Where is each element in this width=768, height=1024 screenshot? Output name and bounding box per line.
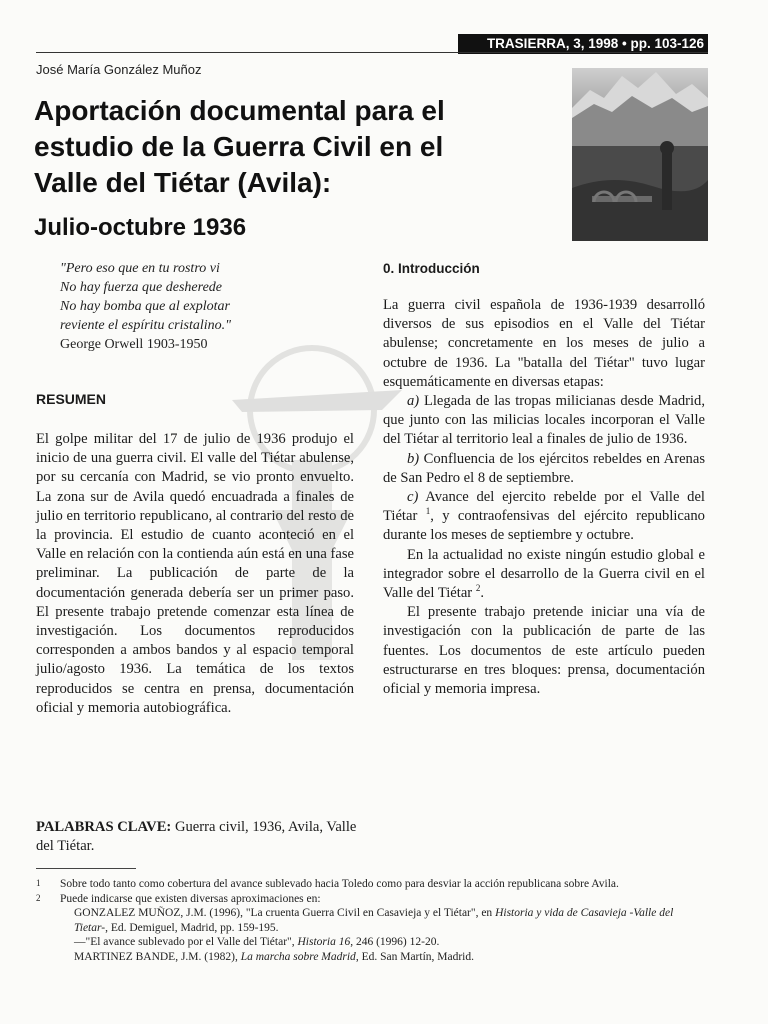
ref-3-title: La marcha sobre Madrid <box>240 950 356 963</box>
intro-heading: 0. Introducción <box>383 261 480 276</box>
footnote-1-number: 1 <box>36 878 41 888</box>
epigraph-attribution: George Orwell 1903-1950 <box>60 337 208 352</box>
footnote-ref-2[interactable]: 2 <box>475 583 481 594</box>
article-title <box>34 93 574 201</box>
epigraph-line: "Pero eso que en tu rostro vi <box>60 261 220 276</box>
epigraph-line: No hay bomba que al explotar <box>60 299 230 314</box>
ref-3-text: MARTINEZ BANDE, J.M. (1982), <box>74 950 241 963</box>
footnotes <box>36 877 708 964</box>
abstract-text: El golpe militar del 17 de julio de 1936 produjo el inicio de una guerra civil. El valle del Tiétar abulense, por su cercanía con Madrid, se vio pronto envuelto. La zona sur de Avila quedó encuadrada a finales de julio en territorio republicano, al contrario del resto de la provincia. El estudio de cuanto aconteció en el Valle en relación con la contienda aún está en una fase preliminar. La publicación de parte de la documentación generada debería ser un primer paso. El presente trabajo pretende comenzar esta línea de investigación. Los documentos reproducidos corresponden a ambos bandos y al espacio temporal julio/agosto 1936. La temática de los textos reproducidos se centra en prensa, documentación oficial y memoria autobiográfica. <box>36 431 354 716</box>
item-b-text: Confluencia de los ejércitos rebeldes en Arenas de San Pedro el 8 de septiembre. <box>383 450 705 486</box>
intro-item-c <box>383 488 705 546</box>
footnote-ref-1[interactable]: 1 <box>425 506 431 517</box>
ref-2-title: Historia 16 <box>297 936 351 948</box>
title-line-3: Valle del Tiétar (Avila): <box>34 167 332 198</box>
intro-paragraph-2 <box>383 546 705 604</box>
item-a-text: Llegada de las tropas milicianas desde Madrid, que junto con las milicias locales incorporan el Valle del Tiétar al territorio leal a finales de julio de 1936. <box>383 393 705 448</box>
intro-p2-end: . <box>480 585 484 602</box>
ref-1-text: GONZALEZ MUÑOZ, J.M. (1996), "La cruenta Guerra Civil en Casavieja y el Tiétar", en <box>74 907 496 919</box>
footnote-2-intro: Puede indicarse que existen diversas aproximaciones en: <box>60 892 321 905</box>
intro-item-a <box>383 392 705 450</box>
intro-item-b <box>383 450 705 488</box>
abstract-heading: RESUMEN <box>36 391 107 407</box>
epigraph-line: reviente el espíritu cristalino." <box>60 318 231 333</box>
item-b-label: b) <box>407 450 420 467</box>
keywords <box>36 818 366 856</box>
ref-3-pub: , Ed. San Martín, Madrid. <box>355 950 474 963</box>
footnote-reference <box>60 906 708 935</box>
footnote-2 <box>36 892 708 965</box>
item-c-text: Avance del ejercito rebelde por el Valle del Tiétar <box>383 489 705 525</box>
ref-2-pub: , 246 (1996) 12-20. <box>350 936 440 948</box>
intro-body <box>383 296 705 699</box>
intro-paragraph-1: La guerra civil española de 1936-1939 desarrolló diversos de sus episodios en el Valle del Tiétar abulense; concretamente en los meses de julio a octubre de 1936. La "batalla del Tiétar" tuvo lugar esquemáticamente en diversas etapas: <box>383 297 705 390</box>
title-line-2: estudio de la Guerra Civil en el <box>34 131 444 162</box>
item-a-label: a) <box>407 393 420 410</box>
ref-2-text: —"El avance sublevado por el Valle del Tiétar", <box>74 936 298 948</box>
footnote-rule <box>36 868 136 869</box>
footnote-reference <box>60 950 708 965</box>
ref-1-title: Historia y vida de Casavieja -Valle del Tietar- <box>74 907 674 934</box>
journal-citation-bar: TRASIERRA, 3, 1998 • pp. 103-126 <box>458 34 708 54</box>
keywords-label: PALABRAS CLAVE: <box>36 819 172 835</box>
epigraph-quote <box>60 259 360 354</box>
author-name: José María González Muñoz <box>36 62 202 77</box>
keywords-text: Guerra civil, 1936, Avila, Valle del Tiétar. <box>36 819 357 855</box>
item-c-text-end: , y contraofensivas del ejército republicano durante los meses de septiembre y octubre. <box>383 508 705 544</box>
title-line-1: Aportación documental para el <box>34 95 445 126</box>
item-c-label: c) <box>407 489 419 506</box>
article-subtitle: Julio-octubre 1936 <box>34 214 247 241</box>
footnote-1 <box>36 877 708 892</box>
ref-1-pub: , Ed. Demiguel, Madrid, pp. 159-195. <box>105 921 279 934</box>
intro-paragraph-3: El presente trabajo pretende iniciar una vía de investigación con la publicación de parte de las fuentes. Los documentos de este artículo pueden estructurarse en tres bloques: prensa, documentación oficial y memoria impresa. <box>383 604 705 698</box>
intro-p2-text: En la actualidad no existe ningún estudio global e integrador sobre el desarrollo de la Guerra civil en el Valle del Tiétar <box>383 546 705 602</box>
footnote-2-number: 2 <box>36 892 41 903</box>
header-rule <box>36 52 708 53</box>
epigraph-line: No hay fuerza que desherede <box>60 280 222 295</box>
landscape-photo <box>572 68 708 241</box>
footnote-reference <box>60 935 708 950</box>
footnote-1-text: Sobre todo tanto como cobertura del avance sublevado hacia Toledo como para desviar la acción republicana sobre Avila. <box>60 878 619 890</box>
